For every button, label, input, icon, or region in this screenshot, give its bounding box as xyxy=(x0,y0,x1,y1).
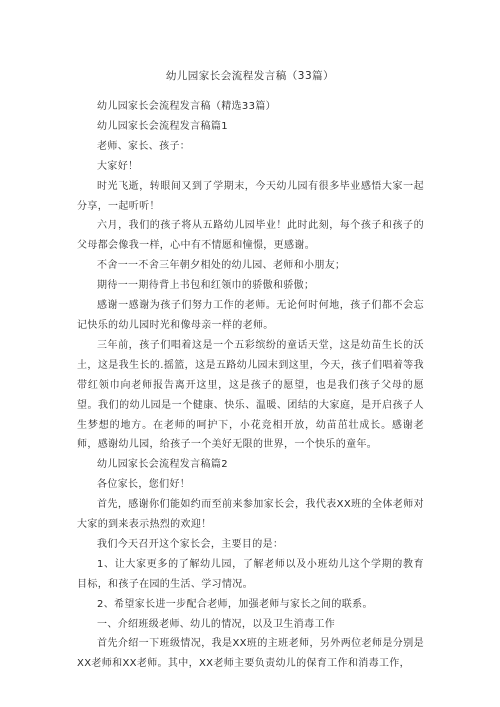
paragraph: 大家好！ xyxy=(97,160,139,172)
paragraph-subtitle: 幼儿园家长会流程发言稿（精选33篇） xyxy=(97,101,277,112)
document-title: 幼儿园家长会流程发言稿（33篇） xyxy=(165,70,335,82)
section-heading-1: 幼儿园家长会流程发言稿篇1 xyxy=(97,120,228,132)
paragraph: 六月，我们的孩子将从五路幼儿园毕业！此时此刻，每个孩子和孩子的父母都会像我一样，心中有不情愿和憧憬，更感谢。 xyxy=(77,220,424,252)
document-body xyxy=(77,97,424,674)
paragraph: 2、希望家长进一步配合老师，加强老师与家长之间的联系。 xyxy=(97,598,373,610)
paragraph: 老师、家长、孩子： xyxy=(97,140,191,152)
paragraph: 时光飞逝，转眼间又到了学期末，今天幼儿园有很多毕业感悟大家一起分享，一起听听！ xyxy=(77,180,424,212)
section-heading-2: 幼儿园家长会流程发言稿篇2 xyxy=(97,459,228,471)
paragraph: 三年前，孩子们唱着这是一个五彩缤纷的童话天堂，这是幼苗生长的沃土，这是我生长的.摇篮，这是五路幼儿园末到这里，今天，孩子们唱着等我带红领巾向老师报告离开这里，这是孩子的愿望，也是我们孩子父母的愿望。我们的幼儿园是一个健康、快乐、温暖、团结的大家庭，是开启孩子人生梦想的地方。在老师的呵护下，小花竞相开放，幼苗茁壮成长。感谢老师，感谢幼儿园，给孩子一个美好无限的世界，一个快乐的童年。 xyxy=(77,339,424,451)
paragraph: 各位家长，您们好！ xyxy=(97,479,191,491)
paragraph: 我们今天召开这个家长会，主要目的是： xyxy=(97,538,284,550)
paragraph: 一、介绍班级老师、幼儿的情况，以及卫生消毒工作 xyxy=(97,618,336,630)
paragraph: 首先，感谢你们能如约而至前来参加家长会，我代表XX班的全体老师对大家的到来表示热烈的欢迎！ xyxy=(77,499,424,531)
paragraph: 不舍一一不舍三年朝夕相处的幼儿园、老师和小朋友； xyxy=(97,260,346,272)
paragraph: 期待一一期待背上书包和红领巾的骄傲和骄傲； xyxy=(97,280,315,292)
paragraph: 感谢一感谢为孩子们努力工作的老师。无论何时何地，孩子们都不会忘记快乐的幼儿园时光和像母亲一样的老师。 xyxy=(77,300,424,331)
paragraph: 首先介绍一下班级情况，我是XX班的主班老师，另外两位老师是分别是XX老师和XX老师。其中，XX老师主要负责幼儿的保育工作和消毒工作， xyxy=(77,638,424,670)
paragraph: 1、让大家更多的了解幼儿园，了解老师以及小班幼儿这个学期的教育目标，和孩子在园的生活、学习情况。 xyxy=(77,558,424,590)
